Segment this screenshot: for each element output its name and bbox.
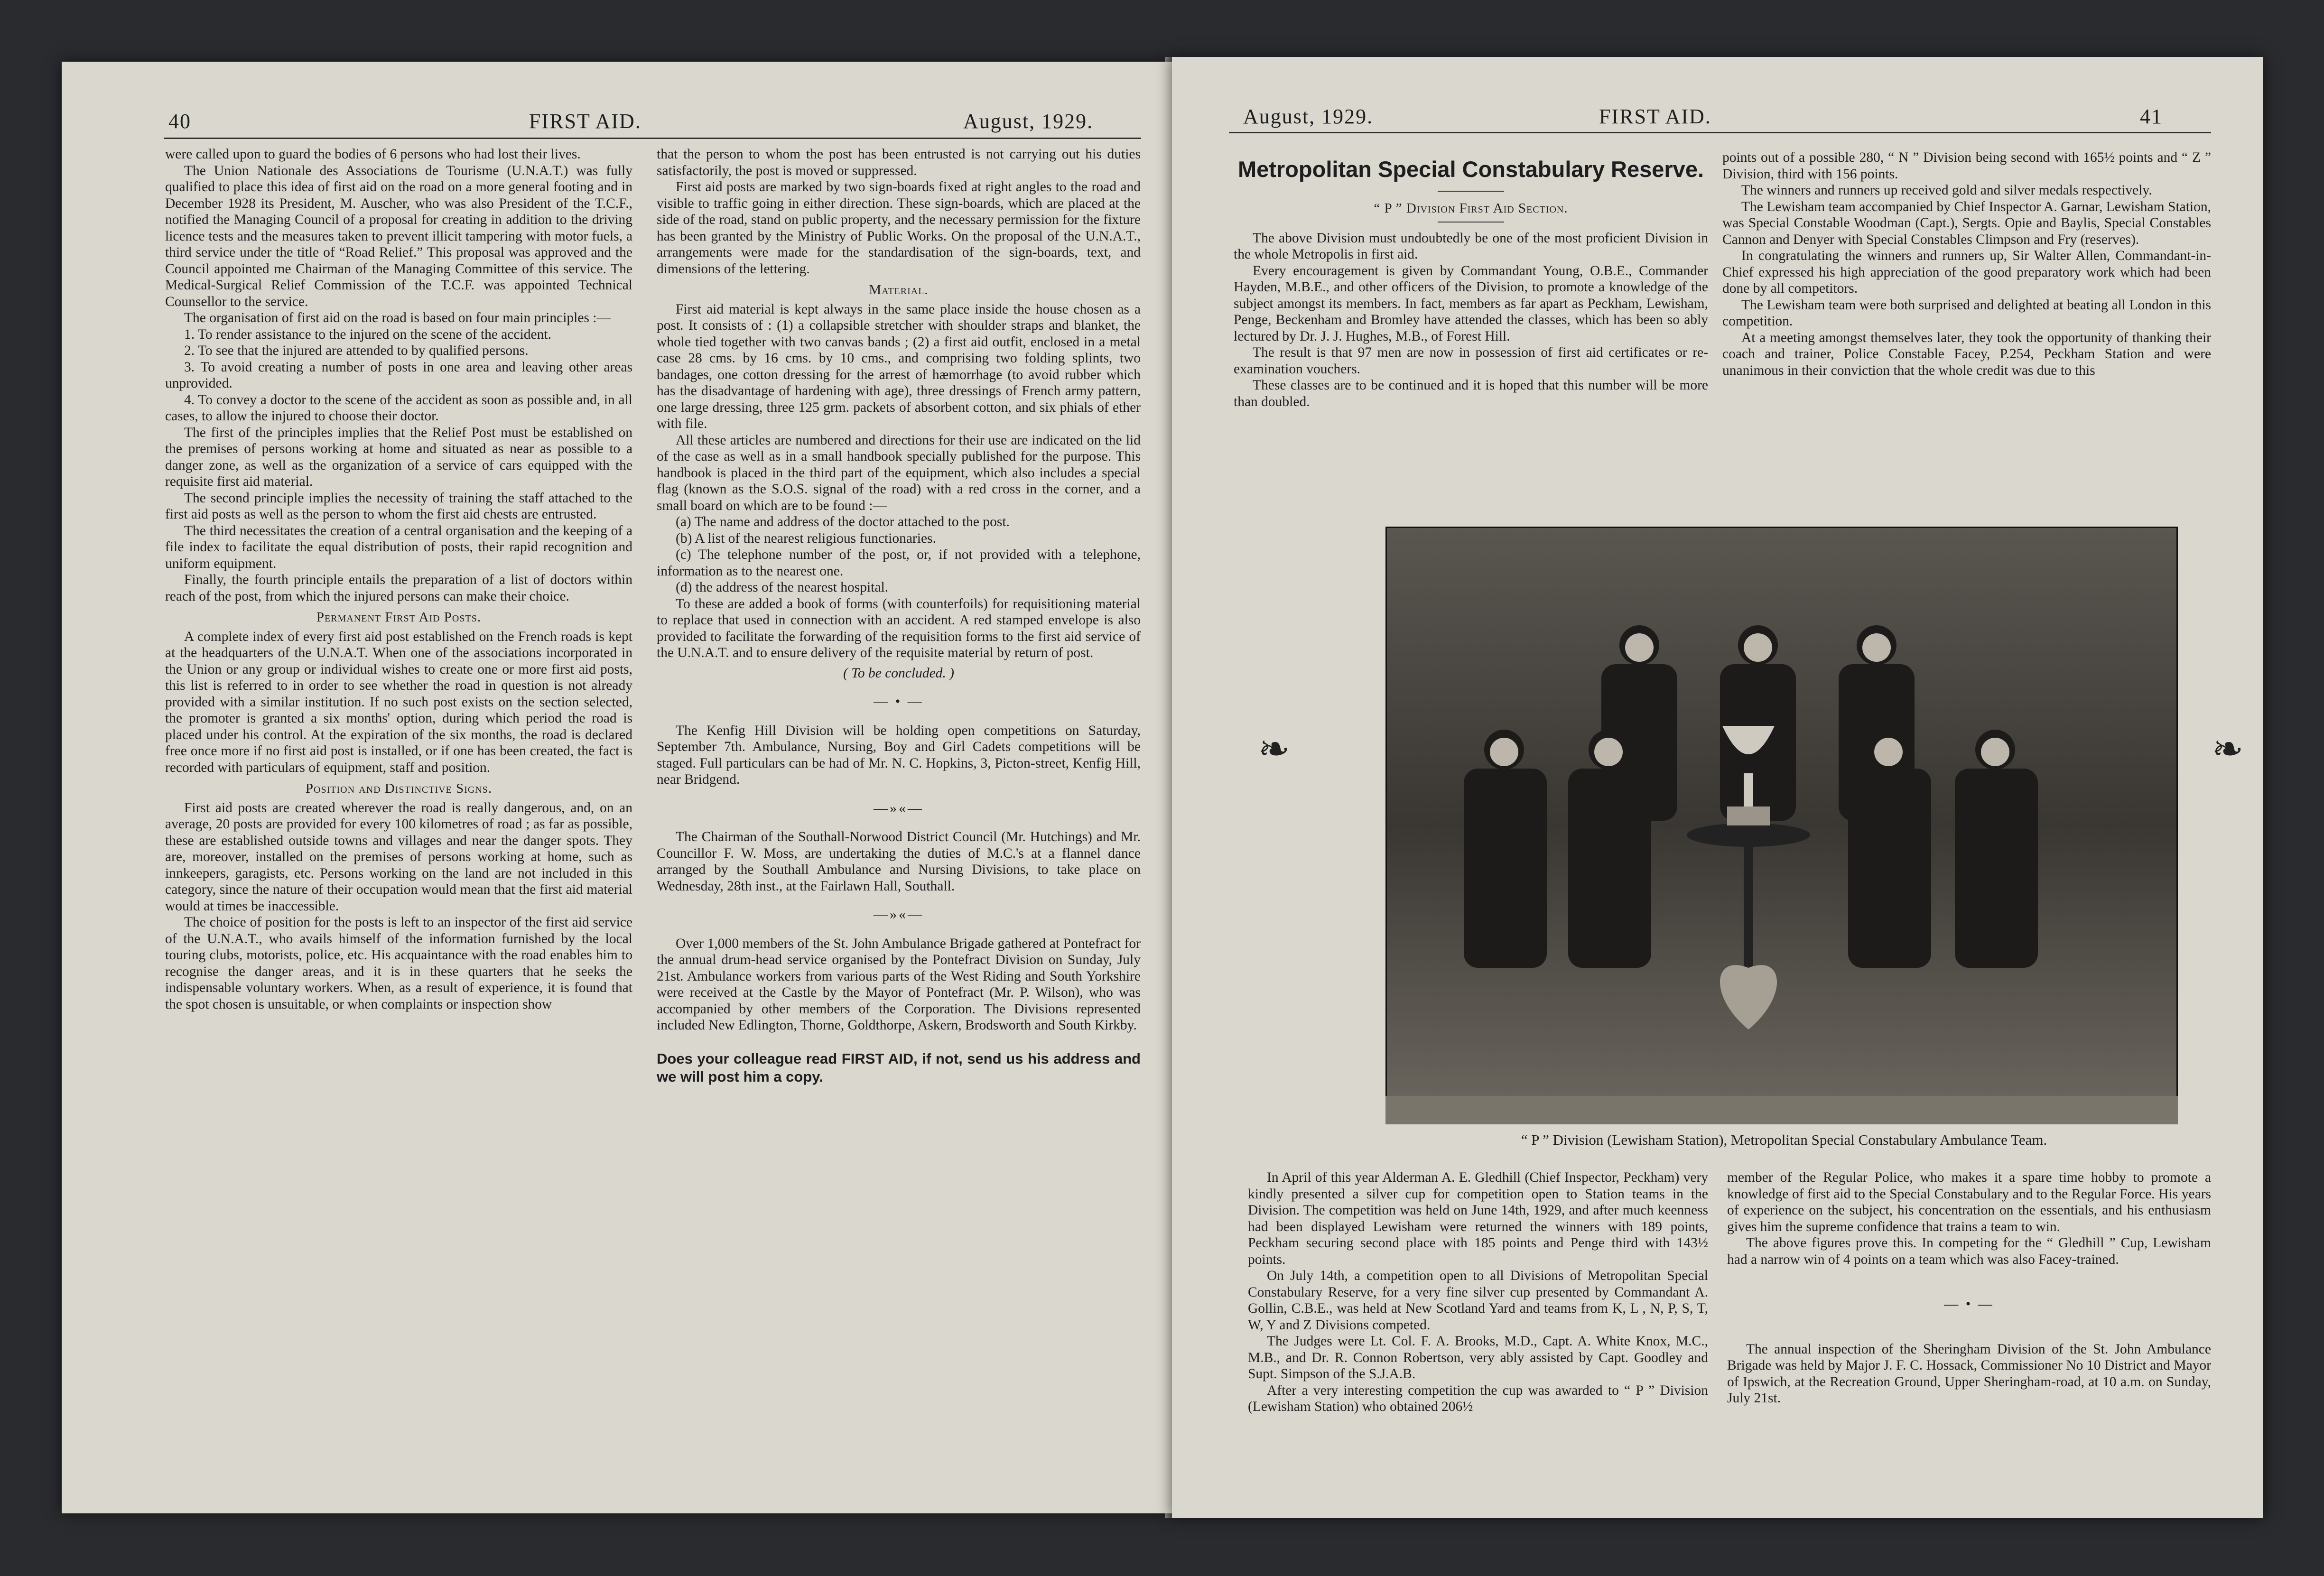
right-col3-paragraphs (1248, 1169, 1708, 1415)
left-col1c-paragraphs (165, 800, 632, 1013)
paragraph: (a) The name and address of the doctor attached to the post. (676, 514, 1010, 529)
right-column-4 (1727, 1169, 2211, 1407)
right-page-number: 41 (2140, 105, 2163, 128)
left-page-number: 40 (168, 110, 191, 133)
team-photograph (1385, 527, 2178, 1124)
article-subtitle: “ P ” Division First Aid Section. (1374, 201, 1568, 216)
subscription-notice: Does your colleague read FIRST AID, if not, send us his address and we will post him a copy. (657, 1050, 1141, 1085)
title-rule (1438, 191, 1504, 192)
photo-caption: “ P ” Division (Lewisham Station), Metropolitan Special Constabulary Ambulance Team. (1521, 1131, 2047, 1148)
paragraph: The above figures prove this. In competing for the “ Gledhill ” Cup, Lewisham had a narrow win of 4 points on a team which was also Facey-trained. (1727, 1235, 2211, 1267)
paragraph: The first of the principles implies that the Relief Post must be established on the premises of persons working at home and situated as near as possible to a danger zone, as well as the organization of a service of cars equipped with the requisite first aid material. (165, 425, 632, 489)
paragraph: member of the Regular Police, who makes it a spare time hobby to promote a knowledge of first aid to the Special Constabulary and to the Regular Force. His years of experience on the subject, his concentration on the essentials, and his enthusiasm gives him the supreme confidence that trains a team to win. (1727, 1170, 2211, 1234)
left-col1b-paragraphs (165, 629, 632, 776)
right-col4-paragraphs (1727, 1169, 2211, 1268)
right-page (1172, 57, 2263, 1518)
right-column-3 (1248, 1169, 1708, 1415)
paragraph: The organisation of first aid on the road is based on four main principles :— (184, 310, 611, 325)
paragraph: These classes are to be continued and it is hoped that this number will be more than doubled. (1234, 378, 1708, 409)
paragraph: The Lewisham team were both surprised and delighted at beating all London in this competition. (1722, 297, 2211, 329)
sheringham-item: The annual inspection of the Sheringham Division of the St. John Ambulance Brigade was held by Major J. F. C. Hossack, Commissioner No 10 District and Mayor of Ipswich, at the Recreation Ground, Upper Sheringham-road, at 10 a.m. on Sunday, July 21st. (1727, 1341, 2211, 1406)
paragraph: that the person to whom the post has been entrusted is not carrying out his duties satisfactorily, the post is moved or suppressed. (657, 147, 1141, 178)
paragraph: First aid material is kept always in the same place inside the house chosen as a post. It consists of : (1) a collapsible stretcher with shoulder straps and blanket, the whole tied together with two canvas bands ; (2) a first aid outfit, enclosed in a metal case 28 cms. by 16 cms. by 10 cms., and comprising two folding splints, two bandages, one cotton dressing for the arrest of hæmorrhage (to avoid rubber which has the disadvantage of hardening with age), three dressings of French army pattern, one large dressing, three 125 grm. packets of absorbent cotton, and six phials of ether with file. (657, 301, 1141, 431)
ornament-divider: —»«— (874, 800, 924, 816)
subheading-position-signs: Position and Distinctive Signs. (305, 781, 493, 796)
right-flourish-icon: ❧ (2212, 729, 2244, 770)
right-column-1 (1234, 157, 1708, 410)
paragraph: The Union Nationale des Associations de Tourisme (U.N.A.T.) was fully qualified to place this idea of first aid on the road on a more general footing and in December 1928 its President, M. Auscher, who was also President of the T.C.F., notified the Managing Council of a proposal for creating in addition to the driving licence tests and the measures taken to prevent illicit tampering with motor fuels, a third service under the title of “Road Relief.” This proposal was approved and the Council appointed me Chairman of the Managing Committee of this service. The Medical-Surgical Relief Commission of the T.C.F. was appointed Technical Counsellor to the service. (165, 163, 632, 309)
pontefract-item: Over 1,000 members of the St. John Ambulance Brigade gathered at Pontefract for the annual drum-head service organised by the Pontefract Division on Sunday, July 21st. Ambulance workers from various parts of the West Riding and South Yorkshire were received at the Castle by the Mayor of Pontefract (Mr. P. Wilson), who was accompanied by other members of the Corporation. The Divisions represented included New Edlington, Thorne, Goldthorpe, Askern, Brodsworth and South Kirkby. (657, 936, 1141, 1033)
paragraph: The Judges were Lt. Col. F. A. Brooks, M.D., Capt. A. White Knox, M.C., M.B., and Dr. R. Connon Robertson, very ably assisted by Capt. Goodley and Supt. Simpson of the S.J.A.B. (1248, 1334, 1708, 1381)
paragraph: were called upon to guard the bodies of 6 persons who had lost their lives. (165, 147, 581, 162)
paragraph: The above Division must undoubtedly be one of the most proficient Division in the whole Metropolis in first aid. (1234, 230, 1708, 262)
paragraph: (d) the address of the nearest hospital. (676, 580, 889, 595)
right-running-title: FIRST AID. (1599, 105, 1711, 128)
ornament-divider: — • — (874, 694, 924, 709)
paragraph: The choice of position for the posts is left to an inspector of the first aid service of the U.N.A.T., who avails himself of the information furnished by the local touring clubs, motorists, police, etc. His acquaintance with the road enables him to recognise the danger areas, and it is in these quarters that he seeks the indispensable voluntary workers. When, as a result of experience, it is found that the spot chosen is unsuitable, or when complaints or inspection show (165, 915, 632, 1012)
paragraph: Every encouragement is given by Commandant Young, O.B.E., Commander Hayden, M.B.E., and other officers of the Division, to promote a knowledge of the subject amongst its members. In fact, members as far apart as Peckham, Lewisham, Penge, Beckenham and Bromley have attended the classes, which has been so ably lectured by Dr. J. J. Hughes, M.B., of Forest Hill. (1234, 263, 1708, 344)
left-col2-paragraphs (657, 146, 1141, 277)
paragraph: 1. To render assistance to the injured on the scene of the accident. (184, 326, 551, 342)
paragraph: (b) A list of the nearest religious functionaries. (676, 530, 936, 546)
paragraph: The third necessitates the creation of a central organisation and the keeping of a file index to facilitate the equal distribution of posts, their rapid recognition and uniform equipment. (165, 523, 632, 571)
left-header-rule (164, 138, 1141, 139)
right-col2-paragraphs (1722, 149, 2211, 379)
left-flourish-icon: ❧ (1258, 729, 1290, 770)
paragraph: In congratulating the winners and runners up, Sir Walter Allen, Commandant-in-Chief expressed his high appreciation of the good preparatory work which had been done by all competitors. (1722, 248, 2211, 296)
paragraph: In April of this year Alderman A. E. Gledhill (Chief Inspector, Peckham) very kindly presented a silver cup for competition open to Station teams in the Division. The competition was held on June 14th, 1929, and after much keenness had been displayed Lewisham were returned the winners with 189 points, Peckham securing second place with 185 points and Penge third with 143½ points. (1248, 1170, 1708, 1267)
paragraph: (c) The telephone number of the post, or, if not provided with a telephone, information as to the nearest one. (657, 547, 1141, 579)
paragraph: A complete index of every first aid post established on the French roads is kept at the headquarters of the U.N.A.T. When one of the associations incorporated in the Union or any group or individual wishes to create one or more first aid posts, this list is referred to in order to see whether the road in question is not already provided with a similar institution. If no such post exists on the section selected, the promoter is granted a six months' option, during which period the road is placed under his control. At the expiration of the six months, the road is declared free once more if no first aid post is installed, or if one has been created, the fact is recorded with particulars of equipment, staff and position. (165, 629, 632, 775)
paragraph: The winners and runners up received gold and silver medals respectively. (1741, 183, 2152, 198)
paragraph: 3. To avoid creating a number of posts in one area and leaving other areas unprovided. (165, 359, 632, 391)
left-col2b-paragraphs (657, 301, 1141, 661)
paragraph: 4. To convey a doctor to the scene of the accident as soon as possible and, in all cases, to allow the injured to choose their doctor. (165, 392, 632, 424)
paragraph: To these are added a book of forms (with counterfoils) for requisitioning material to replace that used in connection with an accident. A red stamped envelope is also provided to facilitate the forwarding of the requisition forms to the first aid service of the U.N.A.T. and to ensure delivery of the requisite material by return of post. (657, 596, 1141, 660)
left-column-2 (657, 146, 1141, 1086)
paragraph: The Lewisham team accompanied by Chief Inspector A. Garnar, Lewisham Station, was Special Constable Woodman (Capt.), Sergts. Opie and Baylis, Special Constables Cannon and Denyer with Special Constables Climpson and Fry (reserves). (1722, 199, 2211, 247)
ornament-divider: —»«— (874, 907, 924, 922)
paragraph: First aid posts are created wherever the road is really dangerous, and, on an average, 20 posts are provided for every 100 kilometres of road ; as far as possible, these are established outside towns and villages and near the danger spots. They are, moreover, installed on the premises of persons working at home, such as innkeepers, garagists, etc. Persons working on the land are not included in this category, since the nature of their occupation would mean that the first aid material would at times be inaccessible. (165, 800, 632, 914)
right-col1-paragraphs (1234, 230, 1708, 410)
right-header-date: August, 1929. (1243, 105, 1374, 128)
southall-item: The Chairman of the Southall-Norwood District Council (Mr. Hutchings) and Mr. Councillor F. W. Moss, are undertaking the duties of M.C.'s at a flannel dance arranged by the Southall Ambulance and Nursing Divisions, to take place on Wednesday, 28th inst., at the Fairlawn Hall, Southall. (657, 829, 1141, 894)
paragraph: First aid posts are marked by two sign-boards fixed at right angles to the road and visible to traffic going in either direction. These sign-boards, which are placed at the side of the road, stand on public property, and the necessary permission for the fixture has been granted by the Ministry of Public Works. On the proposal of the U.N.A.T., arrangements were made for the standardisation of the sign-boards, text, and dimensions of the lettering. (657, 179, 1141, 277)
subheading-permanent-posts: Permanent First Aid Posts. (316, 610, 482, 625)
paragraph: On July 14th, a competition open to all Divisions of Metropolitan Special Constabulary Reserve, for a very fine silver cup presented by Commandant A. Gollin, C.B.E., was held at New Scotland Yard and teams from K, L , N, P, S, T, W, Y and Z Divisions competed. (1248, 1268, 1708, 1333)
kenfig-hill-item: The Kenfig Hill Division will be holding open competitions on Saturday, September 7th. Ambulance, Nursing, Boy and Girl Cadets competitions will be staged. Full particulars can be had of Mr. N. C. Hopkins, 3, Picton-street, Kenfig Hill, near Bridgend. (657, 723, 1141, 787)
left-header-date: August, 1929. (963, 110, 1094, 133)
paragraph: 2. To see that the injured are attended to by qualified persons. (184, 343, 529, 358)
paragraph: After a very interesting competition the cup was awarded to “ P ” Division (Lewisham Station) who obtained 206½ (1248, 1382, 1708, 1414)
to-be-concluded: ( To be concluded. ) (843, 665, 955, 681)
left-column-1 (165, 146, 632, 1012)
ornament-divider: — • — (1944, 1296, 1994, 1312)
paragraph: points out of a possible 280, “ N ” Division being second with 165½ points and “ Z ” Division, third with 156 points. (1722, 150, 2211, 182)
right-column-2 (1722, 149, 2211, 379)
article-title: Metropolitan Special Constabulary Reserve. (1237, 157, 1704, 182)
paragraph: All these articles are numbered and directions for their use are indicated on the lid of the case as well as in a small handbook specially published for the purpose. This handbook is placed in the third part of the equipment, which also includes a special flag (known as the S.O.S. signal of the road) with a red cross in the corner, and a small board on which are to be found :— (657, 432, 1141, 513)
paragraph: The second principle implies the necessity of training the staff attached to the first aid posts as well as the person to whom the first aid chests are entrusted. (165, 490, 632, 522)
team-photo-illustration (1385, 527, 2178, 1124)
paragraph: The result is that 97 men are now in possession of first aid certificates or re-examination vouchers. (1234, 345, 1708, 377)
paragraph: At a meeting amongst themselves later, they took the opportunity of thanking their coach and trainer, Police Constable Facey, P.254, Peckham Station and were unanimous in their conviction that the whole credit was due to this (1722, 330, 2211, 378)
paragraph: Finally, the fourth principle entails the preparation of a list of doctors within reach of the post, from which the injured persons can make their choice. (165, 572, 632, 604)
left-col1-paragraphs (165, 146, 632, 604)
right-header-rule (1229, 132, 2211, 133)
left-running-title: FIRST AID. (529, 110, 641, 133)
subheading-material: Material. (869, 282, 929, 297)
left-page (62, 62, 1172, 1513)
